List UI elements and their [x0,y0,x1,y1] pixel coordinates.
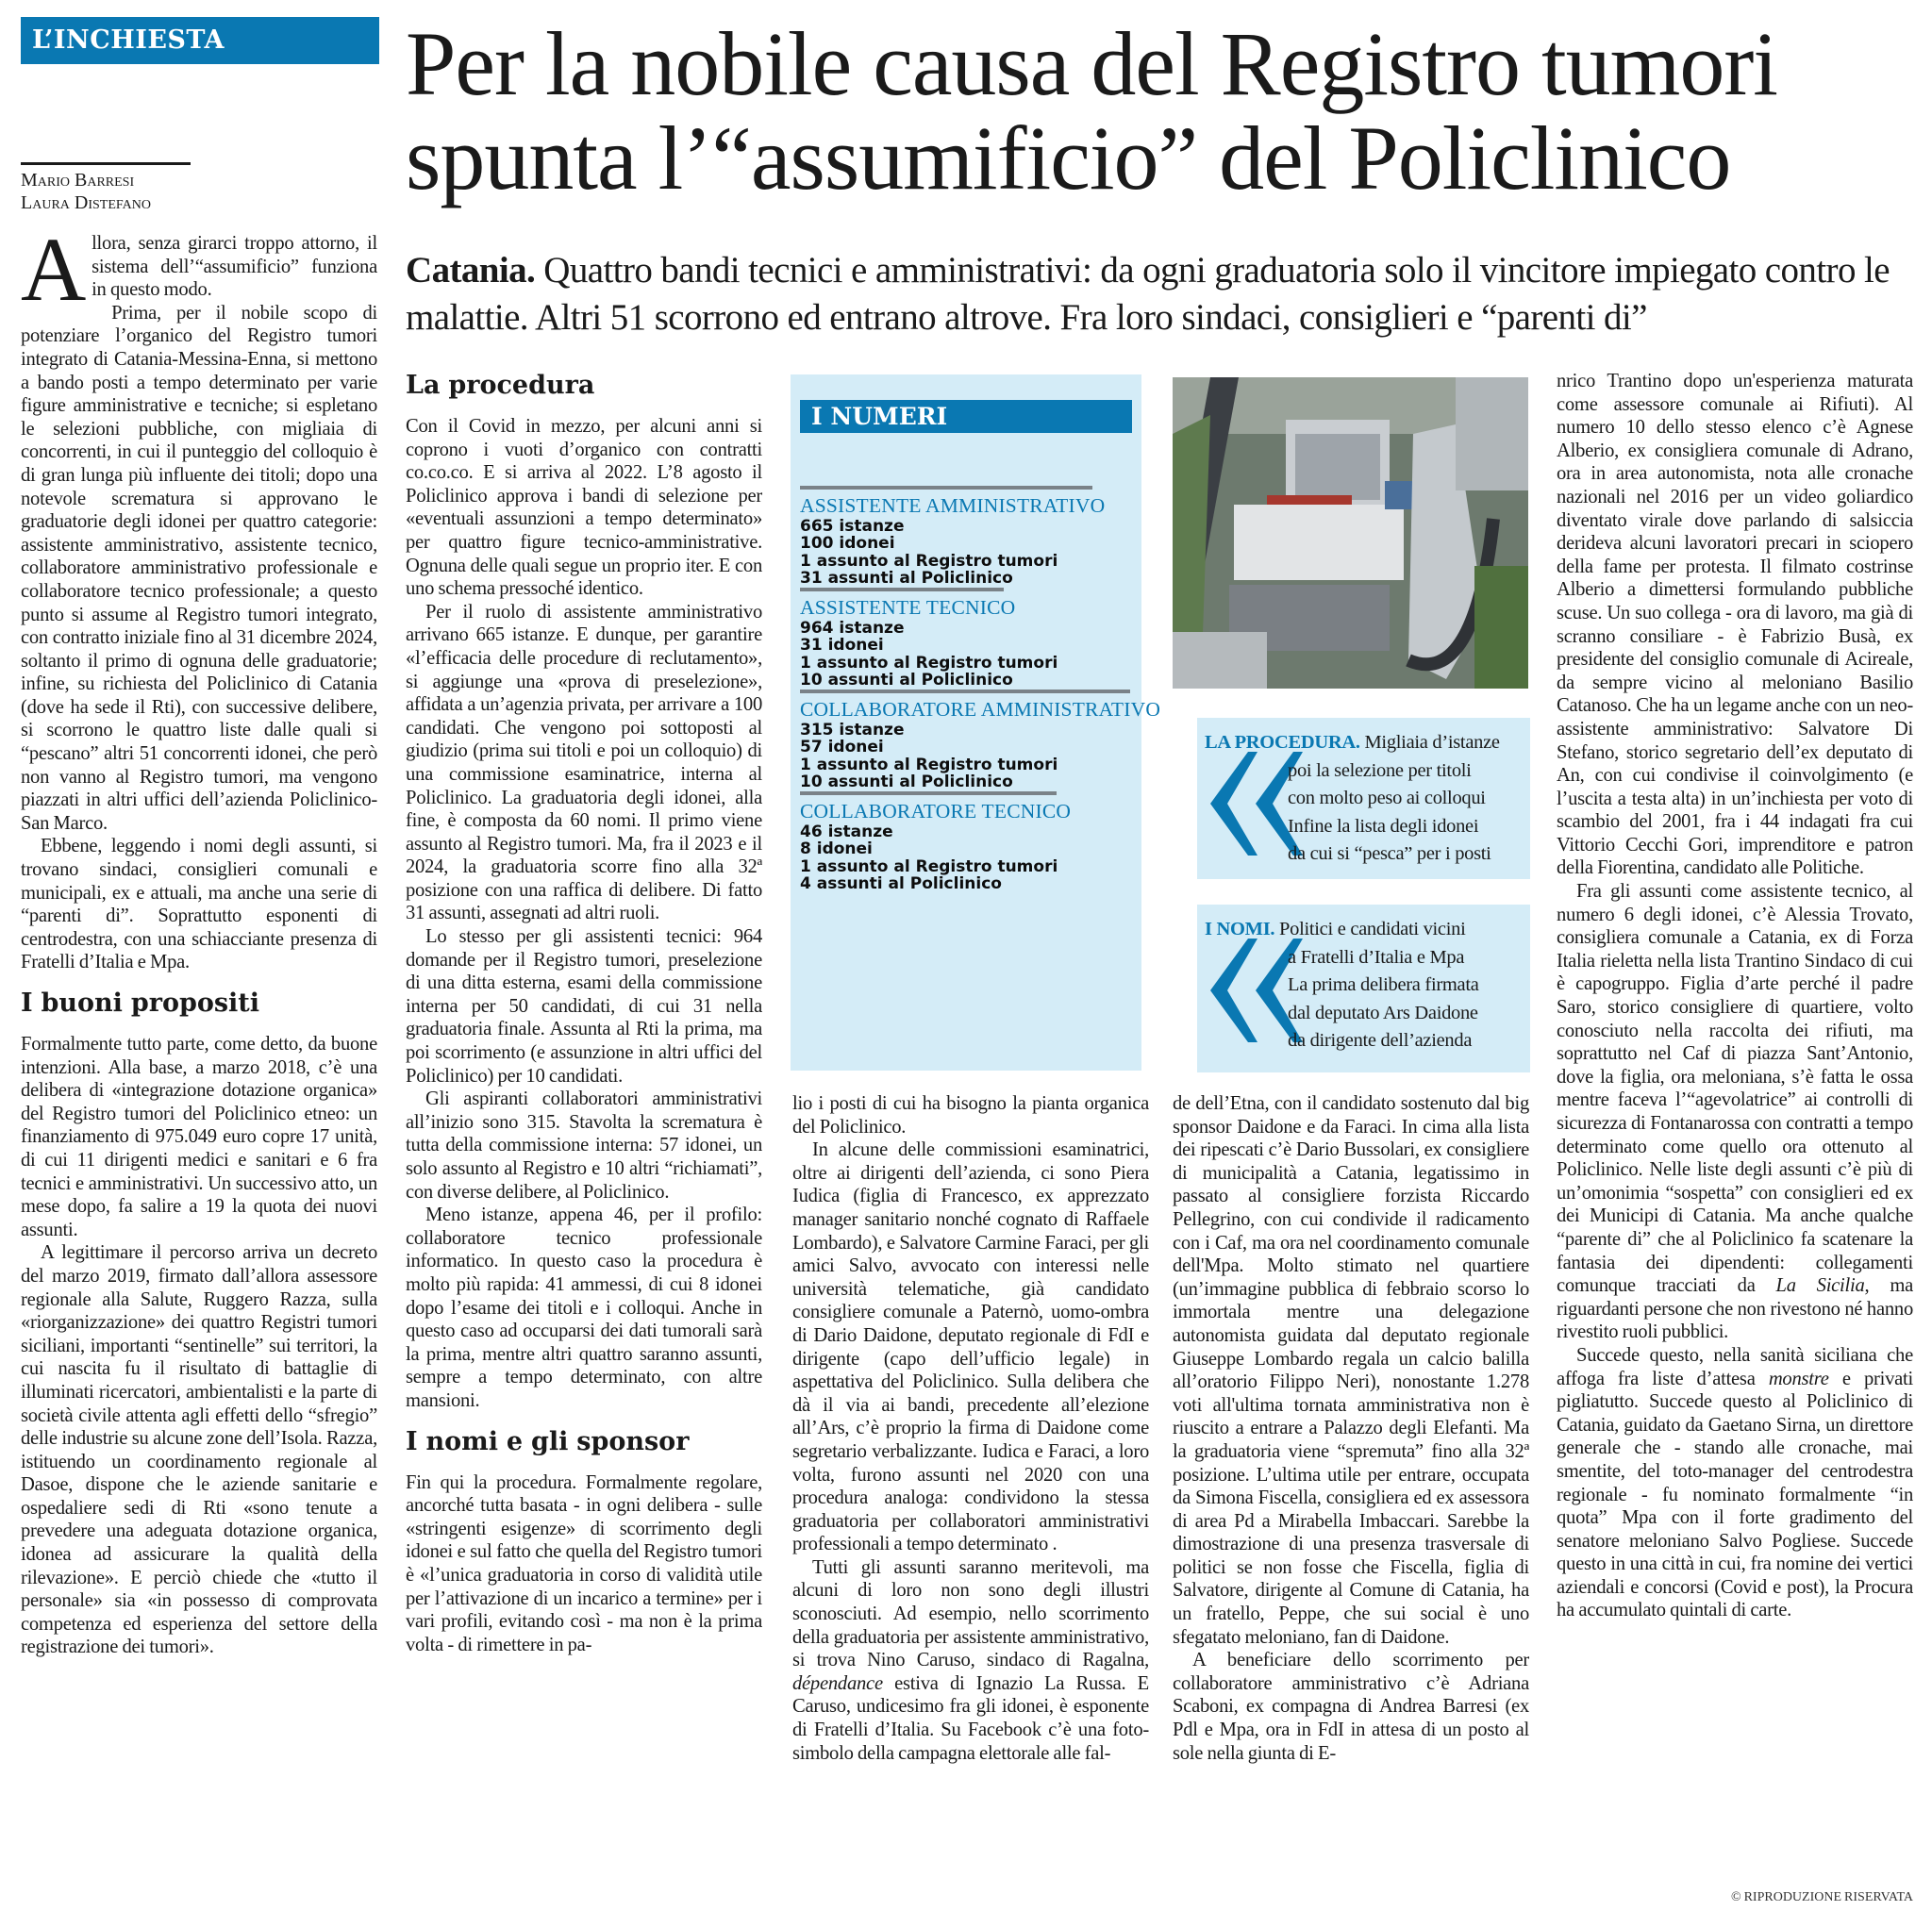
block-line: 31 idonei [800,636,884,656]
pull-quote-line: con molto peso ai colloqui [1288,788,1486,808]
pull-quote-line: poi la selezione per titoli [1288,759,1472,781]
pull-quote-first-line: Politici e candidati vicini [1279,919,1466,939]
paragraph: A beneficiare dello scorrimento per collaboratore amministrativo c’è Adriana Scaboni, ex compagna di Andrea Barresi (ex Pdl e Mpa, ora in FdI in attesa di un posto al sole nella giunta di E- [1173,1650,1529,1764]
block-line: 665 istanze [800,517,905,536]
pull-quote-nomi [1197,905,1530,1072]
section-kicker: L’INCHIESTA [21,17,379,64]
block-line: 46 istanze [800,823,893,841]
paragraph: Meno istanze, appena 46, per il profilo: collaboratore tecnico professionale informatico. In questo caso la procedura è molto più rapida: 41 ammessi, di cui 8 idonei dopo l’esame dei titoli e i colloqui. Anche in questo caso ad occuparsi dei dati tumorali sarà la prima, mentre altri quattro saranno assunti, sempre a tempo determinato, con altre mansioni. [406,1205,762,1411]
block-line: 1 assunto al Registro tumori [800,551,1058,571]
block-line: 1 assunto al Registro tumori [800,856,1058,876]
block-title: COLLABORATORE AMMINISTRATIVO [800,698,1161,721]
paragraph: nrico Trantino dopo un'esperienza maturata come assessore comunale ai Rifiuti). Al numero 10 dello stesso elenco c’è Agnese Alberio, ex consigliera comunale di Adrano, ora in area autonomista, nota alle cronache nazionali nel 2016 per un video goliardico diventato virale dove parlando di salsiccia derideva alcuni lavoratori precari in sciopero della fame per protesta. Il filmato costrinse Alberio a dimettersi formulando pubbliche scuse. Un suo collega - ora di lavoro, ma già di scranno consiliare - è Fabrizio Busà, ex presidente del consiglio comunale di Acireale, da sempre vicino al meloniano Basilio Catanoso. Che ha un legame anche con un neo-assistente amministrativo: Salvatore Di Stefano, storico segretario dell’ex deputato di An, con cui condivise il coinvolgimento (e l’uscita a testa alta) in un’inchiesta per voto di scambio del 2001, fra i 44 indagati fra cui Vittorio Cecchi Gori, imprenditore e patron della Fiorentina, candidato alle Politiche. [1557,371,1913,879]
paragraph [792,1556,1149,1765]
text-run: estiva di Ignazio La Russa. E Caruso, undicesimo fra gli idonei, è esponente di Fratelli d’Italia. Su Facebook c’è una foto-simbolo della campagna elettorale alle fal- [792,1672,1149,1764]
numbers-box [791,374,1161,1071]
author-2: Laura Distefano [21,192,151,213]
block-line: 964 istanze [800,619,905,638]
pull-quote-line: La prima delibera firmata [1288,974,1479,995]
paragraph: In alcune delle commissioni esaminatrici, oltre ai dirigenti dell’azienda, ci sono Piera Iudica (figlia di Francesco, ex apprezzato manager sanitario nonché cognato di Raffaele Lombardo), e Salvatore Carmine Faraci, per gli amici Salvo, avvocato con interessi nelle università telematiche, già candidato consigliere comunale a Paternò, uomo-ombra di Dario Daidone, deputato regionale di FdI e dirigente (capo dell’ufficio legale) in aspettativa del Policlinico. Sulla delibera che dà il via ai bandi, precedente all’elezione all’Ars, c’è proprio la firma di Daidone come segretario verbalizzante. Iudica e Faraci, a loro volta, furono assunti nel 2020 con una procedura analoga: condividono la stessa graduatoria per collaboratori amministrativi professionali a tempo determinato . [792,1139,1149,1555]
block-line: 1 assunto al Registro tumori [800,653,1058,673]
article-column-2 [406,370,762,1906]
byline [21,162,191,214]
paragraph: Ebbene, leggendo i nomi degli assunti, si trovano sindaci, consiglieri comunali e municipali, ex e attuali, ma anche una serie di “parenti di”. Soprattutto esponenti di centrodestra, con una schiacciante presenza di Fratelli d’Italia e Mpa. [21,836,377,973]
drop-cap: A [21,232,87,320]
numbers-block [800,486,1132,588]
pull-quote-first-line: Migliaia d’istanze [1364,732,1500,753]
text-run: e privati pigliatutto. Succede questo al Policlinico di Catania, guidato da Gaetano Sirna, un direttore generale che - stando alle cronache, mai smentite, del toto-manager del centrodestra regionale - fu nominato formalmente “in quota” Mpa con il forte gradimento del senatore meloniano Salvo Pogliese. Succede questo in una città in cui, fra nomine dei vertici aziendali e concorsi (Covid e post), la Procura ha accumulato quintali di carte. [1557,1368,1913,1621]
paragraph: A legittimare il percorso arriva un decreto del marzo 2019, firmato dall’allora assessore regionale alla Salute, Ruggero Razza, sulla «riorganizzazione» dei quattro Registri tumori siciliani, importanti “sentinelle” sui territori, la cui nascita fu il risultato di battaglie di illuminati ricercatori, ambientalisti e la parte di società civile attenta agli effetti dello “sfregio” delle industrie su alcune zone dell’Isola. Razza, istituendo un coordinamento regionale al Dasoe, dispone che le aziende sanitarie e ospedaliere sedi di Rti «sono tenute a prevedere una adeguata dotazione organica, idonea ad assicurare la qualità della rilevazione». E perciò chiede che «tutto il personale» sia «in possesso di comprovata competenza ed esperienza del settore della registrazione dei tumori». [21,1242,377,1658]
divider [800,791,1057,795]
block-line: 10 assunti al Policlinico [800,671,1013,690]
block-line: 1 assunto al Registro tumori [800,755,1058,774]
article-column-4 [1173,1092,1529,1906]
paragraph: Per il ruolo di assistente amministrativo arrivano 665 istanze. E dunque, per garantire «l’efficacia delle procedure di reclutamento», si aggiunge una «prova di preselezione», affidata a un’agenzia privata, per arrivare a 100 candidati. Che vengono poi sottoposti al giudizio (prima sui titoli e poi un colloquio) di una commissione esaminatrice, interna al Policlinico. La graduatoria degli idonei, alla fine, è composta da 60 nomi. Il primo viene assunto al Registro tumori. Ma, fra il 2023 e il 2024, la graduatoria scorre fino alla 32ª posizione con una raffica di delibere. Di fatto 31 assunti, assegnati ad altri ruoli. [406,601,762,924]
block-title: ASSISTENTE TECNICO [800,596,1016,619]
article-column-3 [792,1092,1149,1906]
divider [800,690,1130,693]
pull-quote-line: da cui si “pesca” per i posti [1288,843,1491,864]
pull-quote-line: Infine la lista degli idonei [1288,815,1479,837]
paragraph: Formalmente tutto parte, come detto, da buone intenzioni. Alla base, a marzo 2018, c’è una delibera di «integrazione dotazione organica» del Registro tumori del Policlinico etneo: un finanziamento di 975.049 euro copre 17 unità, di cui 11 dirigenti medici e sanitari e 6 fra tecnici e amministrativi. Un successivo atto, un mese dopo, fa salire a 19 la quota dei nuovi assunti. [21,1034,377,1240]
subhead-text: Quattro bandi tecnici e amministrativi: da ogni graduatoria solo il vincitore impiegato contro le malattie. Altri 51 scorrono ed entrano altrove. Fra loro sindaci, consiglieri e “parenti di” [406,250,1890,338]
headline-line-2: spunta l’“assumificio” del Policlinico [406,108,1731,208]
text-run: , ma riguardanti persone che non rivestono né hanno rivestito ruoli pubblici. [1557,1275,1913,1343]
paragraph: Lo stesso per gli assistenti tecnici: 964 domande per il Registro tumori, preselezione di una ditta esterna, esami della commissione interna per 50 candidati, di cui 31 nella graduatoria finale. Assunta al Rti la prima, ma poi scorrimento (e assunzione in altri uffici del Policlinico) per 10 candidati. [406,926,762,1087]
italic-term: dépendance [792,1672,883,1694]
pull-quote-procedura [1197,718,1530,879]
text-run: Tutti gli assunti saranno meritevoli, ma alcuni di loro non sono degli illustri sconosciuti. Ad esempio, nello scorrimento della graduatoria per assistente amministrativo, si trova Nino Caruso, sindaco di Ragalna, [792,1556,1149,1671]
divider [800,486,1092,490]
block-line: 315 istanze [800,721,905,739]
section-heading: I buoni propositi [21,989,260,1018]
numbers-block [800,588,1132,690]
subhead-place: Catania. [406,250,536,291]
paragraph: Prima, per il nobile scopo di potenziare l’organico del Registro tumori integrato di Catania-Messina-Enna, si mettono a bando posti a tempo determinato per varie figure amministrative e tecniche; si espletano le selezioni pubbliche, con migliaia di concorrenti, in cui il punteggio del colloquio è di gran lunga più influente dei titoli; dopo una notevole scrematura si approvano le graduatorie degli idonei per quattro categorie: assistente amministrativo, assistente tecnico, collaboratore amministrativo professionale e collaboratore tecnico professionale; a questo punto si assume al Registro tumori integrato, con contratto iniziale fino al 31 dicembre 2024, soltanto il primo di ognuna delle graduatorie; infine, su richiesta del Policlinico di Catania (dove ha sede il Rti), con successive delibere, si scorrono le quattro liste dalle quali si “pescano” altri 51 concorrenti idonei, che però non vanno al Registro tumori, ma vengono piazzati in altri uffici dell’azienda Policlinico-San Marco. [21,302,377,834]
block-line: 10 assunti al Policlinico [800,773,1013,792]
copyright-notice: © RIPRODUZIONE RISERVATA [1730,1890,1913,1904]
block-line: 8 idonei [800,839,873,859]
lead-text: llora, senza girarci troppo attorno, il sistema dell’“assumificio” funziona in questo modo. [92,233,377,301]
headline-line-1: Per la nobile causa del Registro tumori [406,13,1777,114]
paragraph: Con il Covid in mezzo, per alcuni anni si coprono i vuoti d’organico con contratti co.co.co. E si arriva al 2022. L’8 agosto il Policlinico approva i bandi di selezione per «eventuali assunzioni a tempo determinato» per quattro figure tecnico-amministrative. Ognuna delle quali segue un proprio iter. E con uno schema pressoché identico. [406,416,762,600]
paragraph [1557,880,1913,1344]
pull-quote-text [1205,916,1525,1055]
numbers-box-title: I NUMERI [800,400,1132,433]
block-title: COLLABORATORE TECNICO [800,800,1072,823]
pull-quote-text [1205,729,1525,869]
paragraph: de dell’Etna, con il candidato sostenuto dal big sponsor Daidone e da Faraci. In cima alla lista dei ripescati c’è Dario Bussolari, ex consigliere di municipalità a Catania, legatissimo in passato al consigliere forzista Riccardo Pellegrino, con cui condivide il radicamento con i Caf, ma ora nel coordinamento comunale dell'Mpa. Molto stimato nel quartiere (un’immagine pubblica di febbraio scorso lo immortala mentre una delegazione autonomista guidata dal deputato regionale Giuseppe Lombardo regala un calcio balilla all’oratorio Filippo Neri), nonostante 1.278 voti all'ultima tornata amministrativa non è riuscito a entrare a Palazzo degli Elefanti. Ma la graduatoria viene “spremuta” fino alla 32ª posizione. L’ultima utile per entrare, occupata da Simona Fiscella, consigliera ed ex assessora di area Pd a Mirabella Imbaccari. Sarebbe la dimostrazione di una presenza trasversale di politici se non fosse che Fiscella, figlia di Salvatore, dirigente al Comune di Catania, ha un fratello, Peppe, che sui social è uno sfegatato meloniano, fan di Daidone. [1173,1093,1529,1648]
pull-quote-line: da dirigente dell’azienda [1288,1030,1473,1051]
lead-paragraph [21,232,377,320]
block-title: ASSISTENTE AMMINISTRATIVO [800,494,1106,517]
photo-image [1173,377,1528,689]
article-column-1 [21,232,377,1906]
text-run: Fra gli assunti come assistente tecnico, al numero 6 degli idonei, c’è Alessia Trovato, consigliera comunale a Catania, ex di Forza Italia rieletta nella lista Trantino Sindaco di cui è capogruppo. Figlia d’arte perché il padre Saro, storico consigliere di quartiere, volto conosciuto nella raccolta dei rifiuti, ma soprattutto nel Caf di piazza Sant’Antonio, dove la figlia, ora meloniana, s’è fatta le ossa mentre faceva l’“agevolatrice” ai controlli di sicurezza di Fontanarossa con contratti a tempo determinato come quello ora ottenuto al Policlinico. Nelle liste degli assunti c’è più di un’omonimia “sospetta” con consiglieri ed ex dei Municipi di Catania. Ma anche qualche “parente di” che al Policlinico fa scatenare la fantasia dei dipendenti: collegamenti comunque tracciati da [1557,881,1913,1297]
article-column-5 [1557,370,1913,1906]
paragraph [1557,1344,1913,1622]
subheadline [406,247,1924,341]
headline [406,13,1924,208]
paragraph: lio i posti di cui ha bisogno la pianta organica del Policlinico. [792,1093,1149,1138]
block-line: 57 idonei [800,738,884,757]
pull-quote-label: I NOMI. [1205,919,1275,939]
block-line: 100 idonei [800,534,895,554]
paragraph: Fin qui la procedura. Formalmente regolare, ancorché tutta basata - in ogni delibera - sulle «stringenti esigenze» di scorrimento degli idonei e sul fatto che quella del Registro tumori è «l’unica graduatoria in corso di validità utile per l’attivazione di un incarico a termine» per i vari profili, evitando così - ma non è la prima volta - di rimettere in pa- [406,1471,762,1655]
pull-quote-line: dal deputato Ars Daidone [1288,1002,1478,1023]
author-1: Mario Barresi [21,170,135,191]
italic-term: monstre [1768,1368,1829,1389]
newspaper-name: La Sicilia [1775,1275,1865,1297]
text-run: Succede questo, nella sanità siciliana che affoga fra liste d’attesa [1557,1344,1913,1389]
block-line: 31 assunti al Policlinico [800,569,1013,589]
numbers-block [800,690,1161,792]
numbers-block [800,791,1132,893]
section-heading: I nomi e gli sponsor [406,1426,690,1456]
block-line: 4 assunti al Policlinico [800,874,1002,894]
pull-quote-line: a Fratelli d’Italia e Mpa [1288,946,1465,968]
divider [800,588,1004,591]
pull-quote-label: LA PROCEDURA. [1205,732,1360,753]
aerial-photo-policlinico [1173,377,1528,689]
section-heading: La procedura [406,371,595,400]
paragraph: Gli aspiranti collaboratori amministrativi all’inizio sono 315. Stavolta la scrematura è tutta della commissione interna: 57 idonei, un solo assunto al Registro e 10 altri “richiamati”, con diverse delibere, al Policlinico. [406,1088,762,1203]
